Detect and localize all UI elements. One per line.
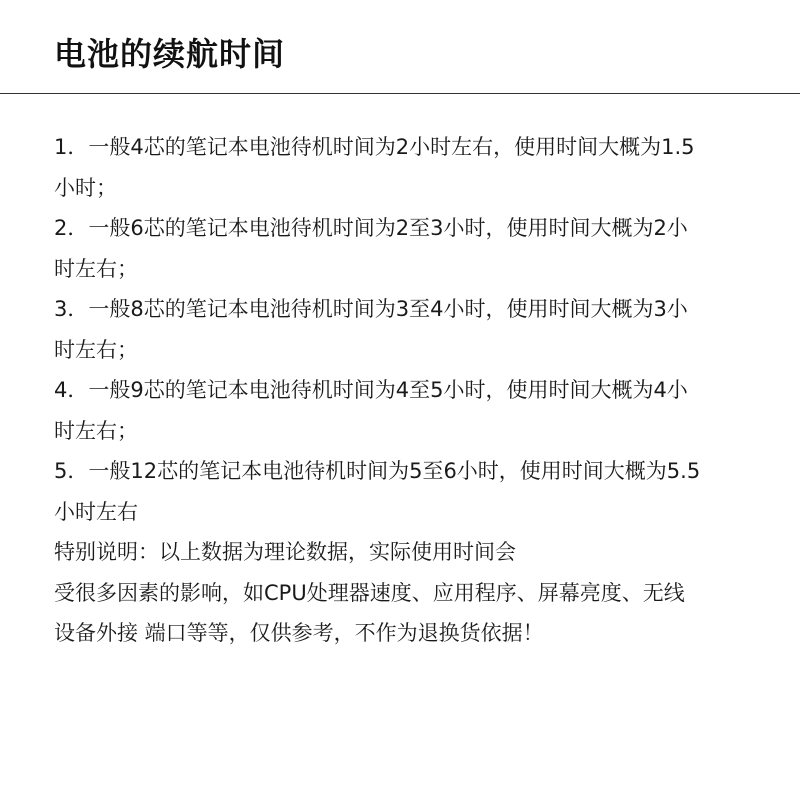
- header: [0, 0, 800, 94]
- page-title: 电池的续航时间: [54, 35, 286, 73]
- text-line: 时左右；: [54, 337, 138, 362]
- text-line: 1．一般4芯的笔记本电池待机时间为2小时左右，使用时间大概为1.5: [54, 135, 695, 159]
- text-line: 时左右；: [54, 418, 138, 443]
- text-line: 特别说明：以上数据为理论数据，实际使用时间会: [54, 540, 516, 564]
- text-line: 小时；: [54, 175, 117, 200]
- text-line: 4．一般9芯的笔记本电池待机时间为4至5小时，使用时间大概为4小: [54, 378, 688, 402]
- text-line: 设备外接 端口等等，仅供参考，不作为退换货依据！: [54, 621, 544, 645]
- text-line: 2．一般6芯的笔记本电池待机时间为2至3小时，使用时间大概为2小: [54, 216, 688, 240]
- text-line: 小时左右: [54, 499, 138, 524]
- text-line: 3．一般8芯的笔记本电池待机时间为3至4小时，使用时间大概为3小: [54, 297, 688, 321]
- text-line: 受很多因素的影响，如CPU处理器速度、应用程序、屏幕亮度、无线: [54, 580, 685, 605]
- text-line: 5．一般12芯的笔记本电池待机时间为5至6小时，使用时间大概为5.5: [54, 459, 701, 483]
- content-body: [54, 127, 754, 654]
- text-line: 时左右；: [54, 256, 138, 281]
